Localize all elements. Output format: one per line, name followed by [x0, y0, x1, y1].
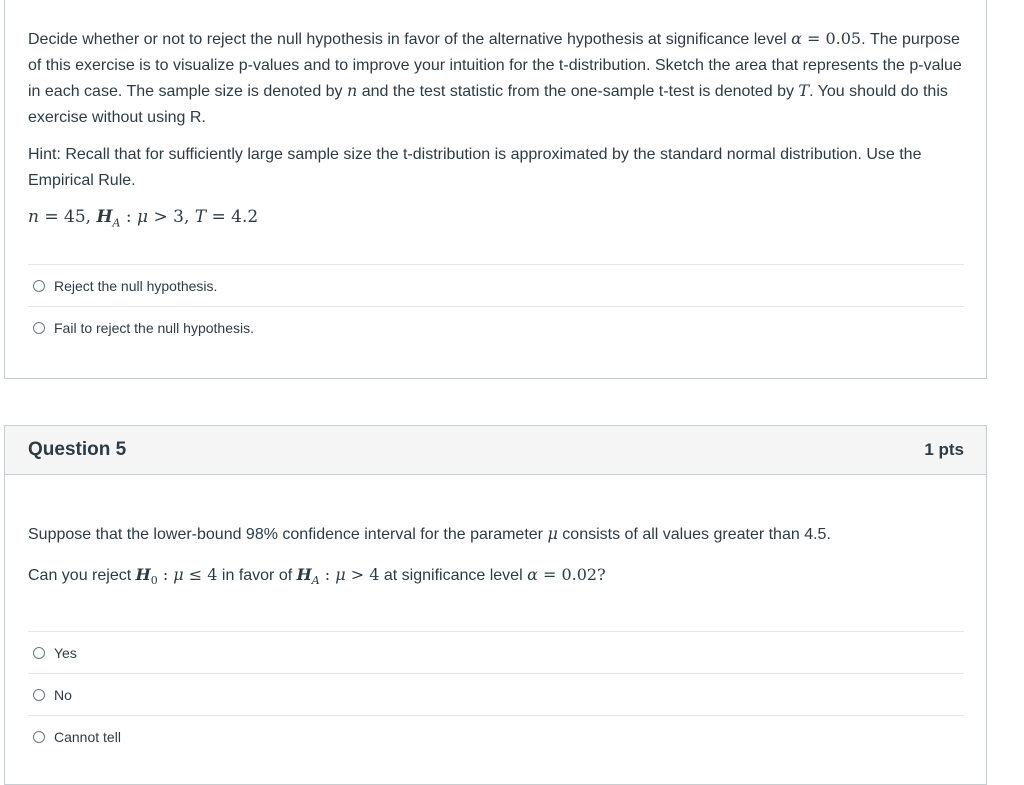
question-5-answers [28, 631, 964, 757]
question-5-header [5, 426, 986, 475]
alpha-value: 0.05 [825, 29, 862, 48]
question-4-params [28, 207, 964, 229]
question-5-body [5, 475, 986, 757]
equals-sign: = [801, 29, 826, 48]
param-n-value: = 45, [38, 207, 97, 227]
h0-colon: : [157, 564, 174, 584]
param-h: H [96, 207, 113, 227]
answer-label: Reject the null hypothesis. [54, 277, 218, 294]
param-h-sub: A [112, 216, 121, 230]
t-symbol: T [798, 81, 810, 100]
answer-option-yes[interactable] [28, 632, 964, 674]
question-4-hint: Hint: Recall that for sufficiently large sample size the t-distribution is approximated by the standard normal distribution. Use the Empirical Rule. [28, 146, 922, 189]
mu-symbol-1: μ [173, 564, 184, 584]
question-5-card [4, 425, 987, 785]
ha-colon: : [319, 564, 336, 584]
answer-label: No [54, 686, 72, 703]
answer-option-fail-to-reject[interactable] [28, 307, 964, 348]
question-4-card [4, 0, 987, 379]
param-t: T [194, 207, 207, 227]
instruction-text-1: Decide whether or not to reject the null hypothesis in favor of the alternative hypothesis at significance level [28, 31, 792, 48]
answer-label: Fail to reject the null hypothesis. [54, 319, 254, 336]
answer-option-no[interactable] [28, 674, 964, 716]
mu-symbol: μ [547, 524, 558, 543]
radio-button[interactable] [33, 647, 45, 659]
instruction-text-3: and the test statistic from the one-sample t-test is denoted by [357, 83, 799, 100]
question-5-line-2 [28, 562, 964, 594]
h0-sub: 0 [150, 573, 158, 587]
question-points: 1 pts [924, 440, 964, 459]
question-4-answers [28, 264, 964, 348]
line2-text-1: Can you reject [28, 566, 136, 584]
question-4-body [5, 0, 986, 348]
answer-option-reject[interactable] [28, 265, 964, 307]
question-5-line-1 [28, 521, 964, 548]
ha-condition: > 4 [345, 564, 380, 584]
instruction-text-4: . You should do this exercise without using R. [28, 83, 948, 126]
question-title: Question 5 [28, 439, 127, 460]
answer-option-cannot-tell[interactable] [28, 716, 964, 757]
instruction-text-2: . The purpose of this exercise is to visualize p-values and to improve your intuition for the t-distribution. Sketch the area that represents the p-value in each case. The sample size is denoted by [28, 31, 962, 100]
ha-sub: A [311, 573, 320, 587]
mu-symbol-2: μ [335, 564, 346, 584]
radio-button[interactable] [33, 280, 45, 292]
line1-text-2: consists of all values greater than 4.5. [557, 526, 831, 543]
alpha-value: = 0.02? [537, 564, 606, 584]
h0-symbol: H [135, 564, 151, 584]
radio-button[interactable] [33, 731, 45, 743]
param-mu: μ [137, 207, 149, 227]
line1-text-1: Suppose that the lower-bound 98% confidence interval for the parameter [28, 526, 548, 543]
radio-button[interactable] [33, 322, 45, 334]
param-mu-value: > 3, [148, 207, 195, 227]
param-n: n [28, 207, 39, 227]
alpha-symbol: α [527, 564, 538, 584]
line2-text-2: in favor of [217, 566, 297, 584]
question-4-instruction [28, 26, 964, 130]
radio-button[interactable] [33, 689, 45, 701]
answer-label: Yes [54, 644, 77, 661]
alpha-symbol: α [791, 29, 802, 48]
n-symbol: n [347, 81, 358, 100]
line2-text-3: at significance level [379, 566, 528, 584]
param-colon: : [120, 207, 138, 227]
h0-condition: ≤ 4 [183, 564, 218, 584]
ha-symbol: H [296, 564, 312, 584]
param-t-value: = 4.2 [206, 207, 259, 227]
answer-label: Cannot tell [54, 728, 121, 745]
